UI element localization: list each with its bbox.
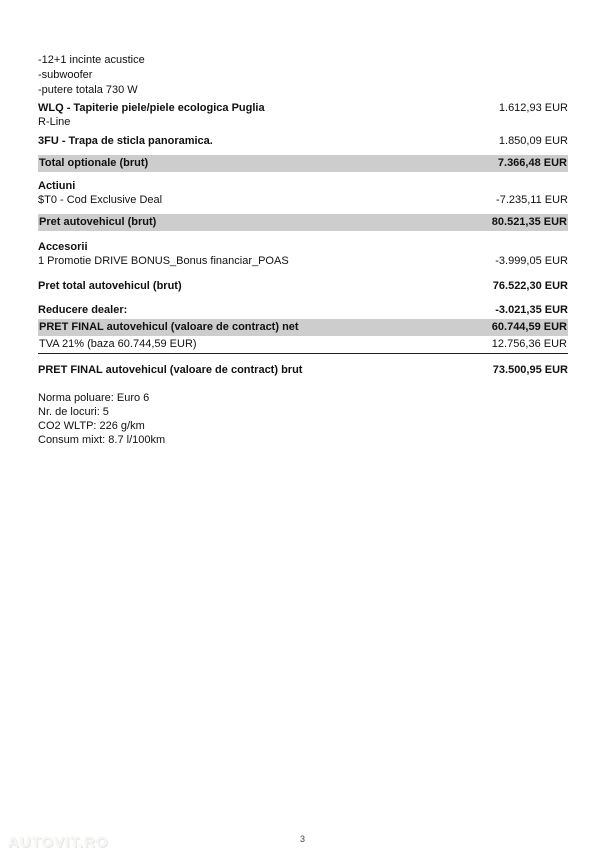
option-row-3fu — [38, 134, 568, 148]
option-sub-label: R-Line — [38, 116, 71, 128]
autovit-watermark-logo: AUTOVIT.RO — [8, 834, 109, 851]
option-row — [38, 134, 568, 148]
vehicle-info-line: CO2 WLTP: 226 g/km — [38, 420, 145, 432]
total-row — [39, 214, 567, 231]
total-price: 60.744,59 EUR — [491, 321, 567, 333]
tva-inner-row — [39, 336, 567, 352]
vehicle-info-line: Nr. de locuri: 5 — [38, 406, 109, 418]
tva-row — [38, 336, 568, 354]
page-number: 3 — [299, 834, 305, 844]
option-price: 1.850,09 EUR — [498, 135, 568, 147]
total-row — [38, 303, 568, 318]
total-label: Total optionale (brut) — [39, 157, 149, 169]
pret-final-net-bar — [38, 319, 568, 336]
total-row — [38, 363, 568, 378]
tva-label: TVA 21% (baza 60.744,59 EUR) — [39, 338, 197, 350]
actiuni-block — [38, 179, 568, 207]
total-row — [39, 319, 567, 336]
audio-spec-block — [38, 53, 568, 98]
pret-final-brut-row — [38, 363, 568, 378]
vehicle-info-block — [38, 391, 568, 447]
total-price: 80.521,35 EUR — [491, 216, 567, 228]
total-row — [39, 155, 567, 172]
group-item-price: -3.999,05 EUR — [495, 255, 568, 267]
total-label: Pret autovehicul (brut) — [39, 216, 157, 228]
option-row — [38, 101, 568, 115]
total-price: 73.500,95 EUR — [492, 364, 568, 376]
group-heading: Actiuni — [38, 180, 76, 192]
spec-line: -12+1 incinte acustice — [38, 54, 145, 66]
group-item-price: -7.235,11 EUR — [496, 194, 568, 206]
group-item-label: 1 Promotie DRIVE BONUS_Bonus financiar_POAS — [38, 255, 289, 267]
total-label: PRET FINAL autovehicul (valoare de contract) brut — [38, 364, 303, 376]
option-label: WLQ - Tapiterie piele/piele ecologica Puglia — [38, 102, 265, 114]
total-label: PRET FINAL autovehicul (valoare de contract) net — [39, 321, 299, 333]
total-price: -3.021,35 EUR — [495, 304, 568, 316]
group-item-row — [38, 193, 568, 207]
pret-total-row — [38, 279, 568, 294]
group-item-row — [38, 254, 568, 268]
spec-line: -putere totala 730 W — [38, 84, 138, 96]
vehicle-info-line: Consum mixt: 8.7 l/100km — [38, 434, 166, 446]
option-row-wlq — [38, 101, 568, 129]
total-optionale-bar — [38, 155, 568, 172]
total-row — [38, 279, 568, 294]
total-price: 76.522,30 EUR — [492, 280, 568, 292]
accesorii-block — [38, 240, 568, 268]
vehicle-info-line: Norma poluare: Euro 6 — [38, 392, 150, 404]
total-label: Reducere dealer: — [38, 304, 128, 316]
group-heading: Accesorii — [38, 241, 88, 253]
option-price: 1.612,93 EUR — [498, 102, 568, 114]
total-label: Pret total autovehicul (brut) — [38, 280, 182, 292]
pret-autovehicul-bar — [38, 214, 568, 231]
reducere-dealer-row — [38, 303, 568, 318]
group-item-label: $T0 - Cod Exclusive Deal — [38, 194, 163, 206]
tva-price: 12.756,36 EUR — [491, 338, 567, 350]
option-label: 3FU - Trapa de sticla panoramica. — [38, 135, 213, 147]
total-price: 7.366,48 EUR — [497, 157, 567, 169]
spec-line: -subwoofer — [38, 69, 93, 81]
